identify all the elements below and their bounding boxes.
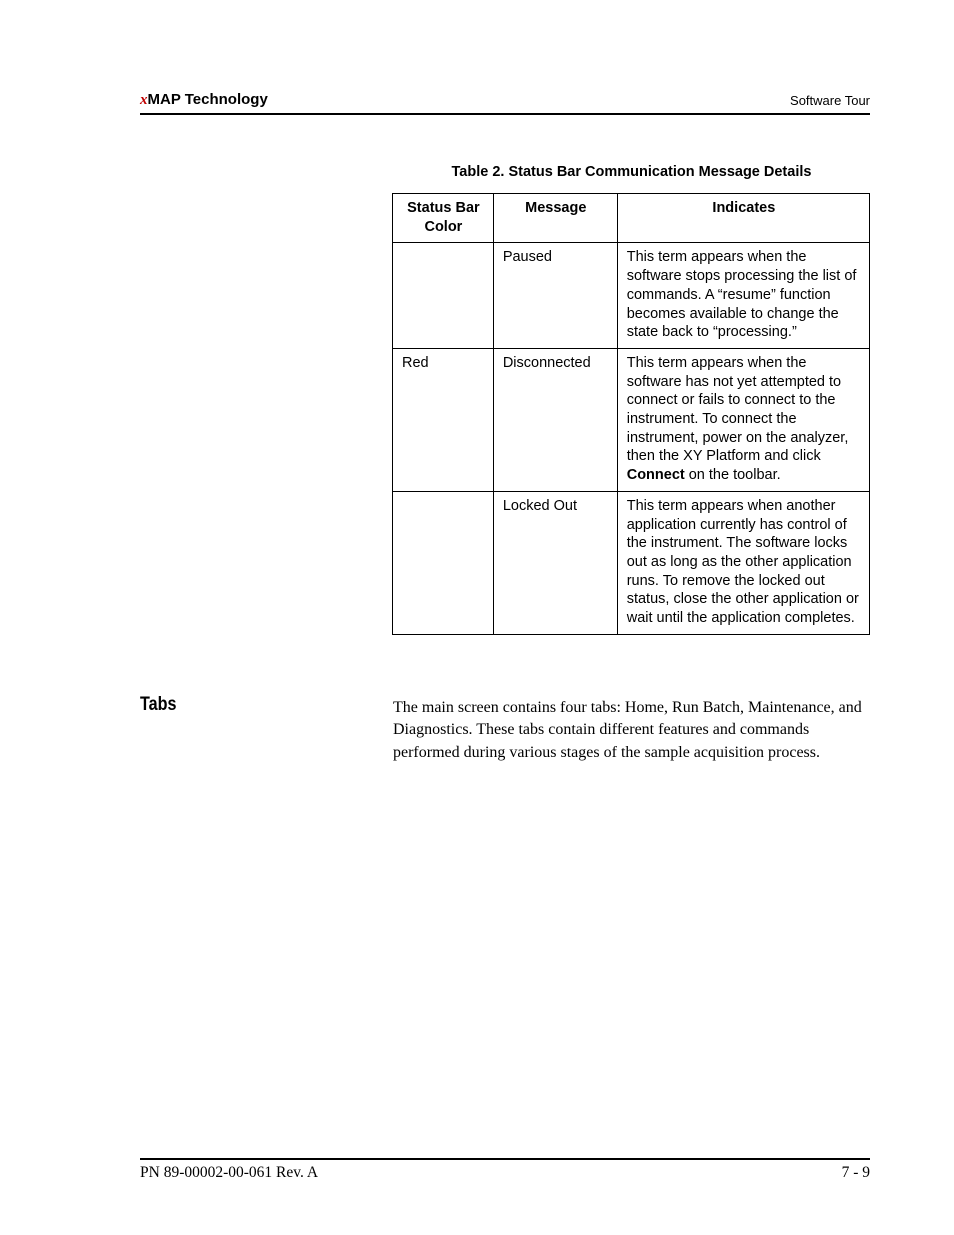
brand-name: MAP Technology <box>147 91 268 108</box>
table-header-row <box>393 194 870 243</box>
cell-color <box>393 243 494 349</box>
page-header <box>140 91 870 115</box>
page-footer <box>140 1158 870 1181</box>
cell-message: Locked Out <box>493 491 617 634</box>
header-status-bar-color: Status Bar Color <box>393 194 494 243</box>
part-number: PN 89-00002-00-061 Rev. A <box>140 1164 319 1181</box>
tabs-heading: Tabs <box>140 694 177 715</box>
cell-indicates: This term appears when another application currently has control of the instrument. The software locks out as long as the other application runs. To remove the locked out status, close the other application or wait until the application completes. <box>617 491 869 634</box>
table-row <box>393 348 870 491</box>
table-caption: Table 2. Status Bar Communication Message Details <box>451 164 812 180</box>
page-number: 7 - 9 <box>841 1164 870 1181</box>
connect-keyword: Connect <box>626 467 685 484</box>
cell-color: Red <box>393 348 494 491</box>
section-title: Software Tour <box>790 93 870 108</box>
cell-message: Disconnected <box>493 348 617 491</box>
cell-indicates <box>617 348 869 491</box>
cell-indicates: This term appears when the software stops processing the list of commands. A “resume” function becomes available to change the state back to “processing.” <box>617 243 869 349</box>
indicates-text-end: on the toolbar. <box>684 467 781 484</box>
tabs-paragraph: The main screen contains four tabs: Home, Run Batch, Maintenance, and Diagnostics. These tabs contain different features and commands performed during various stages of the sample acquisition process. <box>393 699 862 761</box>
brand-prefix: x <box>140 92 148 108</box>
header-indicates: Indicates <box>617 194 869 243</box>
table-row <box>393 491 870 634</box>
table-row <box>393 243 870 349</box>
brand-title <box>140 91 268 109</box>
cell-color <box>393 491 494 634</box>
status-message-table <box>392 193 870 635</box>
cell-message: Paused <box>493 243 617 349</box>
indicates-text: This term appears when the software has not yet attempted to connect or fails to connect to the instrument. To connect the instrument, power on the analyzer, then the XY Platform and click <box>626 354 849 465</box>
header-message: Message <box>493 194 617 243</box>
